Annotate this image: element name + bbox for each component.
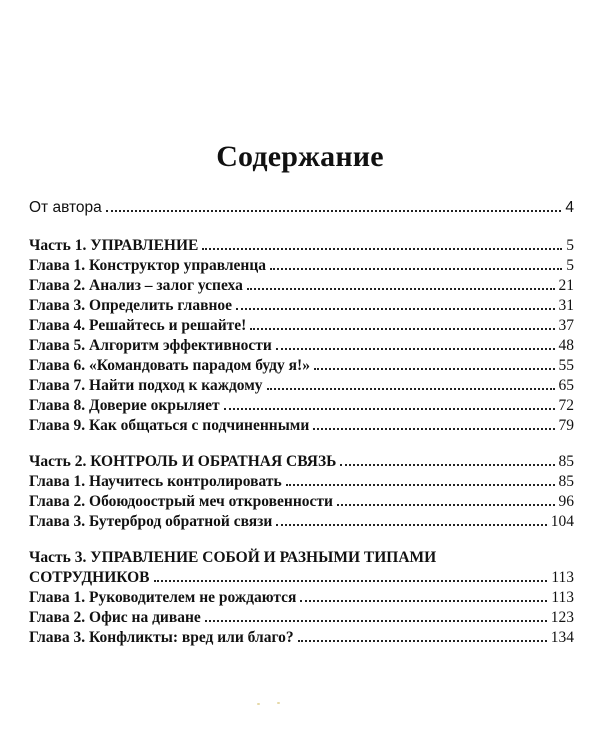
dot-leader [250,328,554,330]
toc-chapter[interactable] [29,316,574,336]
toc-chapter[interactable] [29,256,574,276]
toc-chapter-page: 104 [550,513,574,530]
dot-leader [224,408,555,410]
toc-chapter-label: Глава 5. Алгоритм эффективности [29,337,272,354]
toc-chapter-label: Глава 3. Конфликты: вред или благо? [29,629,294,646]
toc-chapter[interactable] [29,628,574,648]
toc-chapter-page: 79 [558,417,574,434]
toc-chapter-label: Глава 2. Обоюдоострый меч откровенности [29,493,333,510]
dot-leader [300,600,547,602]
dot-leader [337,504,555,506]
dot-leader [267,388,555,390]
dot-leader [202,248,562,250]
toc-chapter-label: Глава 1. Руководителем не рождаются [29,589,297,606]
toc-chapter-page: 48 [558,337,574,354]
toc-chapter[interactable] [29,492,574,512]
dot-leader [286,484,555,486]
toc-chapter-page: 37 [558,317,574,334]
toc-part-page: 5 [566,237,574,254]
toc-chapter[interactable] [29,416,574,436]
dot-leader [247,288,555,290]
toc-chapter-label: Глава 3. Определить главное [29,297,232,314]
toc-part-page: 113 [551,569,574,586]
toc-part-page: 85 [558,453,574,470]
toc-chapter-page: 85 [558,473,574,490]
toc-chapter-page: 5 [566,257,574,274]
toc-chapter-label: Глава 1. Конструктор управленца [29,257,267,274]
toc-part-2[interactable] [29,452,574,472]
toc-part-3-title[interactable]: Часть 3. УПРАВЛЕНИЕ СОБОЙ И РАЗНЫМИ ТИПАМИ [29,549,437,566]
toc-chapter-label: Глава 1. Научитесь контролировать [29,473,282,490]
toc-chapter[interactable] [29,296,574,316]
dot-leader [154,580,548,582]
paper-specks [255,700,295,708]
toc-entry-label: От автора [29,199,102,216]
paper-speck [277,702,280,704]
toc-chapter-page: 123 [550,609,574,626]
toc-chapter[interactable] [29,276,574,296]
page-title: Содержание [216,140,384,173]
toc-chapter[interactable] [29,588,574,608]
toc-chapter-label: Глава 6. «Командовать парадом буду я!» [29,357,310,374]
toc-chapter-page: 113 [551,589,574,606]
toc-part-1[interactable] [29,236,574,256]
toc-chapter[interactable] [29,376,574,396]
toc-chapter-page: 55 [558,357,574,374]
dot-leader [276,348,555,350]
toc-chapter-page: 96 [558,493,574,510]
toc-chapter-label: Глава 7. Найти подход к каждому [29,377,263,394]
toc-chapter-label: Глава 9. Как общаться с подчиненными [29,417,310,434]
toc-part-label: Часть 1. УПРАВЛЕНИЕ [29,237,199,254]
toc-chapter[interactable] [29,472,574,492]
dot-leader [205,620,547,622]
toc-chapter-label: Глава 2. Анализ – залог успеха [29,277,243,294]
dot-leader [276,524,546,526]
toc-chapter[interactable] [29,608,574,628]
toc-chapter[interactable] [29,356,574,376]
dot-leader [106,210,562,212]
toc-chapter-label: Глава 3. Бутерброд обратной связи [29,513,273,530]
toc-chapter-page: 21 [558,277,574,294]
dot-leader [313,428,554,430]
toc-chapter-label: Глава 8. Доверие окрыляет [29,397,220,414]
dot-leader [340,464,554,466]
dot-leader [236,308,555,310]
toc-chapter[interactable] [29,396,574,416]
toc-chapter-page: 31 [558,297,574,314]
dot-leader [314,368,555,370]
dot-leader [298,640,547,642]
toc-chapter-page: 72 [558,397,574,414]
dot-leader [270,268,562,270]
toc-chapter-page: 134 [550,629,574,646]
toc-chapter-page: 65 [558,377,574,394]
toc-chapter-label: Глава 2. Офис на диване [29,609,201,626]
paper-speck [257,703,260,705]
toc-entry-intro[interactable] [29,198,574,218]
toc-chapter-label: Глава 4. Решайтесь и решайте! [29,317,247,334]
toc-part-label: Часть 2. КОНТРОЛЬ И ОБРАТНАЯ СВЯЗЬ [29,453,337,470]
table-of-contents [29,198,574,648]
toc-part-label: СОТРУДНИКОВ [29,569,150,586]
toc-chapter[interactable] [29,512,574,532]
toc-chapter[interactable] [29,336,574,356]
toc-entry-page: 4 [565,199,574,216]
toc-part-3[interactable] [29,568,574,588]
